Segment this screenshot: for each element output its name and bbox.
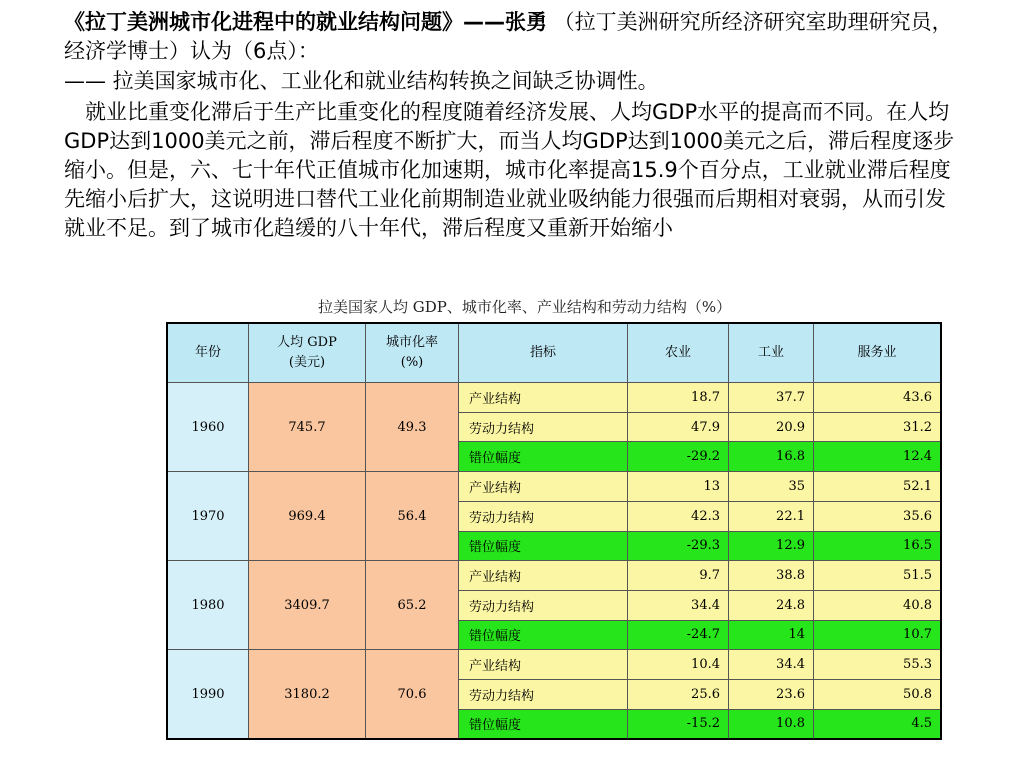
- year-cell: 1990: [167, 650, 249, 739]
- industry-value-cell: 14: [729, 620, 814, 650]
- indicator-cell: 劳动力结构: [459, 590, 628, 620]
- indicator-cell: 劳动力结构: [459, 680, 628, 710]
- urban-cell: 49.3: [366, 383, 459, 472]
- agri-value-cell: 10.4: [628, 650, 729, 680]
- agri-value-cell: 18.7: [628, 383, 729, 413]
- year-cell: 1970: [167, 472, 249, 561]
- service-value-cell: 52.1: [814, 472, 942, 502]
- service-value-cell: 10.7: [814, 620, 942, 650]
- year-cell: 1960: [167, 383, 249, 472]
- header-gdp-line2: (美元): [288, 355, 326, 370]
- indicator-cell: 劳动力结构: [459, 412, 628, 442]
- table-row: [167, 472, 941, 502]
- urban-cell: 70.6: [366, 650, 459, 739]
- urban-cell: 65.2: [366, 561, 459, 650]
- industry-value-cell: 12.9: [729, 531, 814, 561]
- service-value-cell: 31.2: [814, 412, 942, 442]
- header-urban-line2: (%): [400, 355, 424, 370]
- agri-value-cell: 47.9: [628, 412, 729, 442]
- year-cell: 1980: [167, 561, 249, 650]
- agri-value-cell: -24.7: [628, 620, 729, 650]
- service-value-cell: 4.5: [814, 709, 942, 739]
- heading-author-note: （拉丁美洲研究所经济研究室助理研究员，经济学博士）认为（6点）：: [64, 10, 953, 63]
- indicator-cell: 错位幅度: [459, 709, 628, 739]
- service-value-cell: 35.6: [814, 501, 942, 531]
- indicator-cell: 劳动力结构: [459, 501, 628, 531]
- agri-value-cell: 9.7: [628, 561, 729, 591]
- service-value-cell: 40.8: [814, 590, 942, 620]
- industry-value-cell: 34.4: [729, 650, 814, 680]
- industry-value-cell: 10.8: [729, 709, 814, 739]
- agri-value-cell: 34.4: [628, 590, 729, 620]
- indicator-cell: 产业结构: [459, 650, 628, 680]
- separator-line: —— 拉美国家城市化、工业化和就业结构转换之间缺乏协调性。: [64, 69, 659, 93]
- table-row: [167, 650, 941, 680]
- service-value-cell: 12.4: [814, 442, 942, 472]
- industry-value-cell: 22.1: [729, 501, 814, 531]
- agri-value-cell: -29.3: [628, 531, 729, 561]
- header-gdp-line1: 人均 GDP: [277, 335, 337, 350]
- body-paragraph: 就业比重变化滞后于生产比重变化的程度随着经济发展、人均GDP水平的提高而不同。在人均GDP达到1000美元之前，滞后程度不断扩大，而当人均GDP达到1000美元之后，滞后程度逐步缩小。但是，六、七十年代正值城市化加速期，城市化率提高15.9个百分点，工业就业滞后程度先缩小后扩大，这说明进口替代工业化前期制造业就业吸纳能力很强而后期相对衰弱，从而引发就业不足。到了城市化趋缓的八十年代，滞后程度又重新开始缩小: [64, 100, 955, 240]
- indicator-cell: 错位幅度: [459, 620, 628, 650]
- agri-value-cell: -15.2: [628, 709, 729, 739]
- service-value-cell: 55.3: [814, 650, 942, 680]
- indicator-cell: 产业结构: [459, 383, 628, 413]
- data-table: [166, 322, 942, 740]
- table-body: [167, 383, 941, 740]
- indicator-cell: 产业结构: [459, 561, 628, 591]
- industry-value-cell: 24.8: [729, 590, 814, 620]
- header-industry: 工业: [729, 323, 814, 383]
- industry-value-cell: 16.8: [729, 442, 814, 472]
- header-indicator: 指标: [459, 323, 628, 383]
- agri-value-cell: -29.2: [628, 442, 729, 472]
- service-value-cell: 16.5: [814, 531, 942, 561]
- agri-value-cell: 42.3: [628, 501, 729, 531]
- header-agri: 农业: [628, 323, 729, 383]
- indicator-cell: 错位幅度: [459, 531, 628, 561]
- agri-value-cell: 13: [628, 472, 729, 502]
- service-value-cell: 43.6: [814, 383, 942, 413]
- header-urban-line1: 城市化率: [385, 335, 438, 350]
- heading: [64, 8, 964, 66]
- industry-value-cell: 23.6: [729, 680, 814, 710]
- table-header-row: [167, 323, 941, 383]
- table-caption: 拉美国家人均 GDP、城市化率、产业结构和劳动力结构（%）: [318, 298, 732, 316]
- table-row: [167, 383, 941, 413]
- service-value-cell: 51.5: [814, 561, 942, 591]
- heading-title: 《拉丁美洲城市化进程中的就业结构问题》——张勇: [64, 10, 547, 34]
- table-row: [167, 561, 941, 591]
- header-urban: [366, 323, 459, 383]
- urban-cell: 56.4: [366, 472, 459, 561]
- header-service: 服务业: [814, 323, 942, 383]
- gdp-cell: 969.4: [249, 472, 366, 561]
- header-year: 年份: [167, 323, 249, 383]
- gdp-cell: 3409.7: [249, 561, 366, 650]
- service-value-cell: 50.8: [814, 680, 942, 710]
- industry-value-cell: 20.9: [729, 412, 814, 442]
- gdp-cell: 745.7: [249, 383, 366, 472]
- indicator-cell: 错位幅度: [459, 442, 628, 472]
- industry-value-cell: 37.7: [729, 383, 814, 413]
- gdp-cell: 3180.2: [249, 650, 366, 739]
- indicator-cell: 产业结构: [459, 472, 628, 502]
- industry-value-cell: 38.8: [729, 561, 814, 591]
- agri-value-cell: 25.6: [628, 680, 729, 710]
- header-gdp: [249, 323, 366, 383]
- industry-value-cell: 35: [729, 472, 814, 502]
